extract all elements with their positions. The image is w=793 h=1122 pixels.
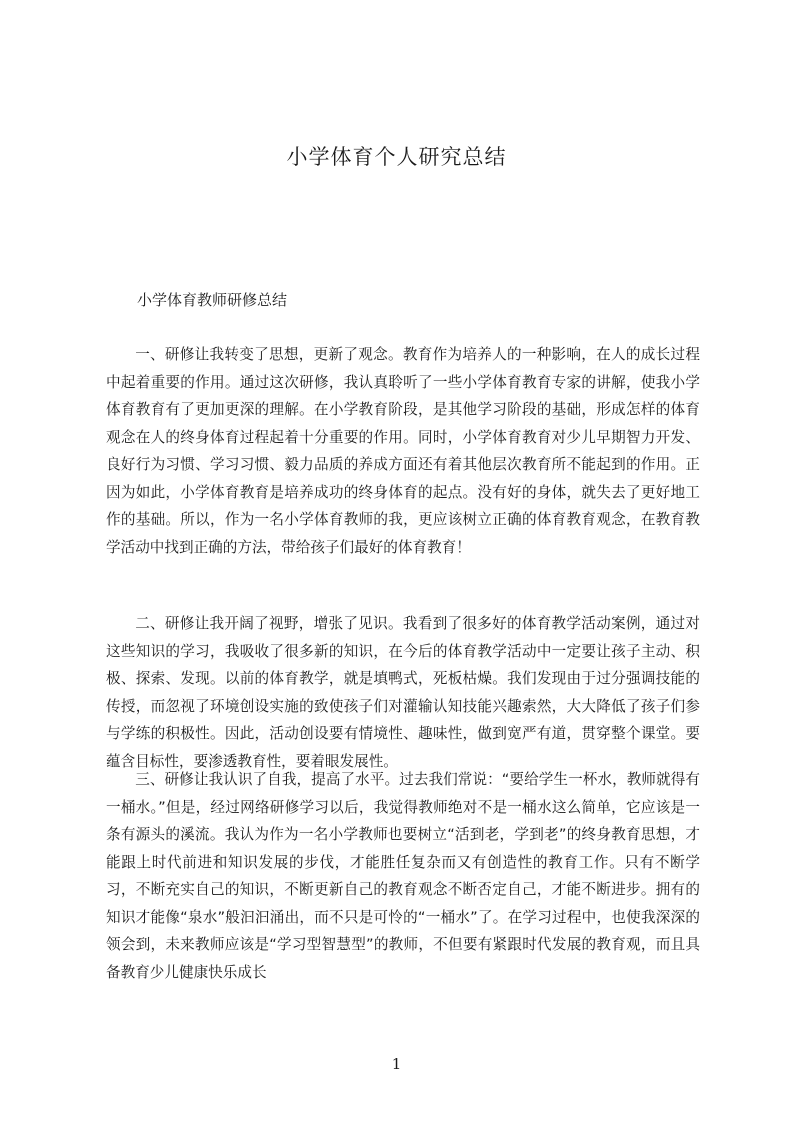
paragraph-3: 三、研修让我认识了自我，提高了水平。过去我们常说：“要给学生一杯水，教师就得有一桶水。”但是，经过网络研修学习以后，我觉得教师绝对不是一桶水这么简单，它应该是一条有源头的溪流。我认为作为一名小学教师也要树立“活到老，学到老”的终身教育思想，才能跟上时代前进和知识发展的步伐，才能胜任复杂而又有创造性的教育工作。只有不断学习，不断充实自己的知识，不断更新自己的教育观念不断否定自己，才能不断进步。拥有的知识才能像“泉水”般汩汩涌出，而不只是可怜的“一桶水”了。在学习过程中，也使我深深的领会到，未来教师应该是“学习型智慧型”的教师，不但要有紧跟时代发展的教育观，而且具备教育少儿健康快乐成长	[106, 771, 700, 981]
paragraph-1: 一、研修让我转变了思想，更新了观念。教育作为培养人的一种影响，在人的成长过程中起着重要的作用。通过这次研修，我认真聆听了一些小学体育教育专家的讲解，使我小学体育教育有了更加更深的理解。在小学教育阶段，是其他学习阶段的基础，形成怎样的体育观念在人的终身体育过程起着十分重要的作用。同时，小学体育教育对少儿早期智力开发、良好行为习惯、学习习惯、毅力品质的养成方面还有着其他层次教育所不能起到的作用。正因为如此，小学体育教育是培养成功的终身体育的起点。没有好的身体，就失去了更好地工作的基础。所以，作为一名小学体育教师的我，更应该树立正确的体育教育观念，在教育教学活动中找到正确的方法，带给孩子们最好的体育教育！	[106, 346, 700, 556]
paragraph-2: 二、研修让我开阔了视野，增张了见识。我看到了很多好的体育教学活动案例，通过对这些知识的学习，我吸收了很多新的知识，在今后的体育教学活动中一定要让孩子主动、积极、探索、发现。以前的体育教学，就是填鸭式，死板枯燥。我们发现由于过分强调技能的传授，而忽视了环境创设实施的致使孩子们对灌输认知技能兴趣索然，大大降低了孩子们参与学练的积极性。因此，活动创设要有情境性、趣味性，做到宽严有道，贯穿整个课堂。要蕴含目标性，要渗透教育性，要着眼发展性。	[106, 615, 700, 770]
page-number: 1	[391, 1055, 402, 1073]
document-subtitle: 小学体育教师研修总结	[137, 291, 288, 309]
document-title: 小学体育个人研究总结	[286, 145, 507, 169]
